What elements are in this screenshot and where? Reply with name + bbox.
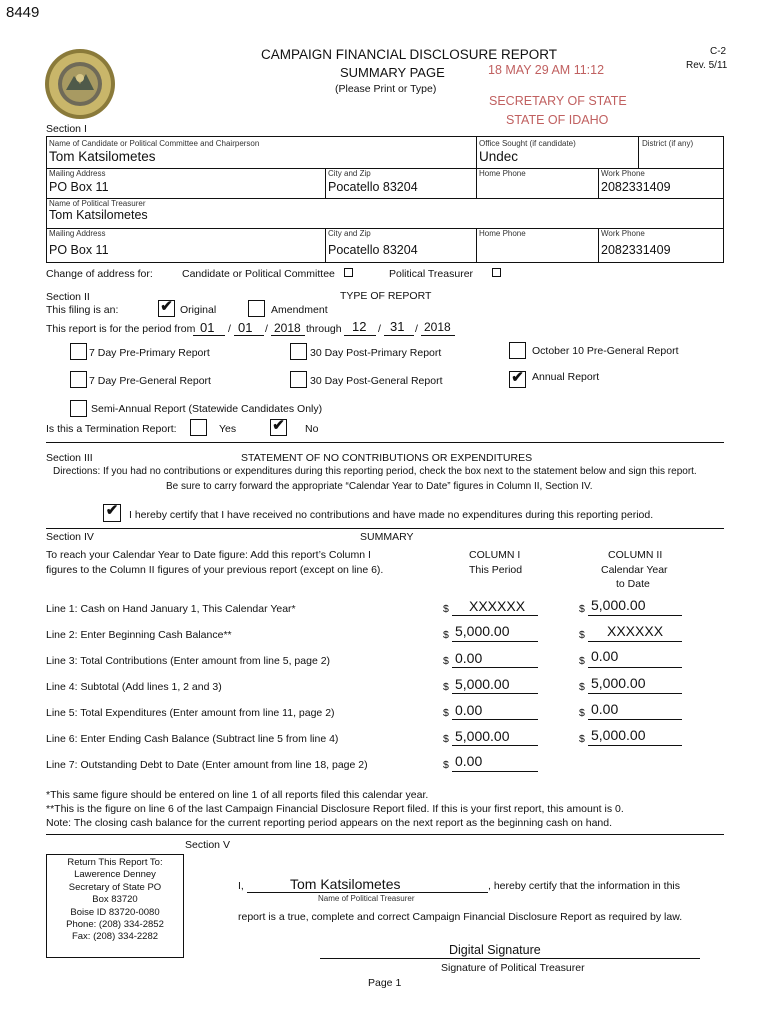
received-stamp-date: 18 MAY 29 AM 11:12 bbox=[488, 63, 605, 77]
line-3-c2-currency: $ bbox=[579, 655, 585, 667]
page-number: Page 1 bbox=[368, 977, 402, 989]
office-field[interactable]: Undec bbox=[479, 149, 519, 164]
change-opt-treasurer-label: Political Treasurer bbox=[389, 268, 474, 280]
column-2-heading: COLUMN II bbox=[608, 549, 663, 561]
mailing2-field[interactable]: PO Box 11 bbox=[49, 243, 109, 257]
work-phone2-label: Work Phone bbox=[601, 229, 645, 238]
no-contributions-statement: I hereby certify that I have received no contributions and have made no expenditures during this reporting period. bbox=[129, 509, 654, 521]
mailing-label: Mailing Address bbox=[49, 169, 106, 178]
city2-field[interactable]: Pocatello 83204 bbox=[328, 243, 418, 257]
from-day-field[interactable]: 01 bbox=[238, 320, 253, 335]
section-3-title: STATEMENT OF NO CONTRIBUTIONS OR EXPENDITURES bbox=[241, 452, 533, 464]
print-note: (Please Print or Type) bbox=[335, 83, 437, 95]
line-5-column-1-field[interactable]: 0.00 bbox=[455, 702, 483, 718]
report-7day-pre-primary-label: 7 Day Pre-Primary Report bbox=[89, 347, 210, 359]
to-year-field[interactable]: 2018 bbox=[424, 320, 451, 334]
termination-yes-checkbox[interactable] bbox=[190, 419, 207, 436]
return-address-box bbox=[46, 854, 184, 958]
received-stamp-office: SECRETARY OF STATE bbox=[489, 94, 627, 108]
home-phone2-label: Home Phone bbox=[479, 229, 526, 238]
change-treasurer-checkbox[interactable] bbox=[492, 268, 501, 277]
section-1-heading: Section I bbox=[46, 123, 87, 135]
city-field[interactable]: Pocatello 83204 bbox=[328, 180, 418, 194]
return-line: Box 83720 bbox=[92, 894, 138, 906]
mailing-field[interactable]: PO Box 11 bbox=[49, 180, 109, 194]
report-30day-post-general-checkbox[interactable] bbox=[290, 371, 307, 388]
line-5-c1-currency: $ bbox=[443, 707, 449, 719]
treasurer-name-field[interactable]: Tom Katsilometes bbox=[290, 876, 401, 892]
section-5-heading: Section V bbox=[185, 839, 230, 851]
termination-label: Is this a Termination Report: bbox=[46, 423, 177, 435]
termination-yes-label: Yes bbox=[219, 423, 237, 435]
line-2-c1-currency: $ bbox=[443, 629, 449, 641]
footnote-1: *This same figure should be entered on line 1 of all reports filed this calendar year. bbox=[46, 789, 429, 801]
line-3-c1-currency: $ bbox=[443, 655, 449, 667]
summary-intro-2: figures to the Column II figures of your previous report (except on line 6). bbox=[46, 564, 384, 576]
mailing2-label: Mailing Address bbox=[49, 229, 106, 238]
report-7day-pre-general-label: 7 Day Pre-General Report bbox=[89, 375, 211, 387]
report-30day-post-primary-checkbox[interactable] bbox=[290, 343, 307, 360]
report-oct10-pre-general-checkbox[interactable] bbox=[509, 342, 526, 359]
signature-caption: Signature of Political Treasurer bbox=[441, 962, 585, 974]
line-6-c2-currency: $ bbox=[579, 733, 585, 745]
line-2-label: Line 2: Enter Beginning Cash Balance** bbox=[46, 629, 232, 641]
return-line: Fax: (208) 334-2282 bbox=[71, 931, 159, 943]
report-annual-checkbox[interactable]: ✔ bbox=[509, 371, 526, 388]
report-semi-annual-label: Semi-Annual Report (Statewide Candidates Only) bbox=[91, 403, 323, 415]
city-label: City and Zip bbox=[328, 169, 371, 178]
work-phone-label: Work Phone bbox=[601, 169, 645, 178]
line-7-c1-currency: $ bbox=[443, 759, 449, 771]
line-7-label: Line 7: Outstanding Debt to Date (Enter amount from line 18, page 2) bbox=[46, 759, 368, 771]
summary-intro-1: To reach your Calendar Year to Date figure: Add this report’s Column I bbox=[46, 549, 371, 561]
change-address-label: Change of address for: bbox=[46, 268, 153, 280]
line-6-c1-currency: $ bbox=[443, 733, 449, 745]
line-6-column-2-field[interactable]: 5,000.00 bbox=[591, 727, 646, 743]
section-4-title: SUMMARY bbox=[360, 531, 414, 543]
report-7day-pre-primary-checkbox[interactable] bbox=[70, 343, 87, 360]
page-id: 8449 bbox=[6, 4, 40, 21]
line-3-label: Line 3: Total Contributions (Enter amount from line 5, page 2) bbox=[46, 655, 331, 667]
line-1-label: Line 1: Cash on Hand January 1, This Calendar Year* bbox=[46, 603, 296, 615]
amendment-label: Amendment bbox=[271, 304, 328, 316]
termination-no-label: No bbox=[305, 423, 319, 435]
certify-i: I, bbox=[238, 880, 244, 892]
line-6-label: Line 6: Enter Ending Cash Balance (Subtract line 5 from line 4) bbox=[46, 733, 339, 745]
line-4-c1-currency: $ bbox=[443, 681, 449, 693]
return-line: Lawerence Denney bbox=[74, 869, 156, 881]
directions-line-1: Directions: If you had no contributions or expenditures during this reporting period, check the box next to the statement below and sign this report. bbox=[53, 466, 697, 477]
line-6-column-1-field[interactable]: 5,000.00 bbox=[455, 728, 510, 744]
report-30day-post-general-label: 30 Day Post-General Report bbox=[310, 375, 443, 387]
report-30day-post-primary-label: 30 Day Post-Primary Report bbox=[310, 347, 442, 359]
change-opt-candidate-label: Candidate or Political Committee bbox=[182, 268, 335, 280]
line-1-column-2-field[interactable]: 5,000.00 bbox=[591, 597, 646, 613]
no-contributions-checkbox[interactable]: ✔ bbox=[103, 504, 121, 522]
candidate-name-field[interactable]: Tom Katsilometes bbox=[49, 149, 156, 164]
section-2-heading: Section II bbox=[46, 291, 90, 303]
return-line: Phone: (208) 334-2852 bbox=[66, 919, 164, 931]
office-label: Office Sought (if candidate) bbox=[479, 139, 576, 148]
from-month-field[interactable]: 01 bbox=[200, 320, 215, 335]
line-2-c2-currency: $ bbox=[579, 629, 585, 641]
form-code: C-2 bbox=[710, 46, 727, 57]
section-3-heading: Section III bbox=[46, 452, 93, 464]
return-line: Secretary of State PO bbox=[68, 881, 162, 893]
line-3-column-2-field[interactable]: 0.00 bbox=[591, 648, 619, 664]
received-stamp-state: STATE OF IDAHO bbox=[506, 113, 609, 127]
original-label: Original bbox=[180, 304, 217, 316]
treasurer-field[interactable]: Tom Katsilometes bbox=[49, 208, 148, 222]
change-candidate-checkbox[interactable] bbox=[344, 268, 353, 277]
line-4-column-2-field[interactable]: 5,000.00 bbox=[591, 675, 646, 691]
footnote-2: **This is the figure on line 6 of the last Campaign Financial Disclosure Report filed. If this is your first report, this amount is 0. bbox=[46, 803, 624, 815]
report-7day-pre-general-checkbox[interactable] bbox=[70, 371, 87, 388]
work-phone-field[interactable]: 2082331409 bbox=[601, 180, 671, 194]
home-phone-label: Home Phone bbox=[479, 169, 526, 178]
certify-tail: , hereby certify that the information in this bbox=[488, 880, 681, 892]
line-5-label: Line 5: Total Expenditures (Enter amount from line 11, page 2) bbox=[46, 707, 335, 719]
from-year-field[interactable]: 2018 bbox=[274, 321, 301, 335]
termination-no-checkbox[interactable]: ✔ bbox=[270, 419, 287, 436]
line-1-c1-currency: $ bbox=[443, 603, 449, 615]
line-2-column-2-field[interactable]: XXXXXX bbox=[607, 623, 664, 639]
treasurer-label: Name of Political Treasurer bbox=[49, 199, 146, 208]
return-line: Return This Report To: bbox=[67, 857, 163, 868]
line-5-c2-currency: $ bbox=[579, 707, 585, 719]
original-checkbox[interactable]: ✔ bbox=[158, 300, 175, 317]
line-7-column-1-field[interactable]: 0.00 bbox=[455, 753, 483, 769]
period-label: This report is for the period from bbox=[46, 323, 196, 335]
to-day-field[interactable]: 31 bbox=[390, 319, 405, 334]
report-title: CAMPAIGN FINANCIAL DISCLOSURE REPORT bbox=[261, 47, 558, 62]
name-label: Name of Candidate or Political Committee and Chairperson bbox=[49, 139, 260, 148]
report-oct10-pre-general-label: October 10 Pre-General Report bbox=[532, 345, 679, 357]
line-3-column-1-field[interactable]: 0.00 bbox=[455, 650, 483, 666]
district-label: District (if any) bbox=[642, 139, 694, 148]
line-4-column-1-field[interactable]: 5,000.00 bbox=[455, 676, 510, 692]
type-of-report-heading: TYPE OF REPORT bbox=[340, 290, 432, 302]
column-1-heading: COLUMN I bbox=[469, 549, 521, 561]
section-4-heading: Section IV bbox=[46, 531, 94, 543]
column-2-subheading-2: to Date bbox=[616, 578, 650, 590]
line-1-c2-currency: $ bbox=[579, 603, 585, 615]
slash-1: / bbox=[228, 323, 231, 335]
column-2-subheading: Calendar Year bbox=[601, 564, 668, 576]
slash-2: / bbox=[265, 323, 268, 335]
slash-4: / bbox=[415, 323, 418, 335]
report-subtitle: SUMMARY PAGE bbox=[340, 65, 445, 80]
form-rev: Rev. 5/11 bbox=[686, 60, 728, 71]
return-line: Boise ID 83720-0080 bbox=[70, 906, 160, 918]
report-semi-annual-checkbox[interactable] bbox=[70, 400, 87, 417]
city2-label: City and Zip bbox=[328, 229, 371, 238]
line-1-column-1-field[interactable]: XXXXXX bbox=[469, 598, 526, 614]
slash-3: / bbox=[378, 323, 381, 335]
directions-line-2: Be sure to carry forward the appropriate “Calendar Year to Date” figures in Column II, Section IV. bbox=[166, 481, 593, 492]
through-label: through bbox=[306, 323, 342, 335]
name-caption: Name of Political Treasurer bbox=[318, 894, 415, 903]
amendment-checkbox[interactable] bbox=[248, 300, 265, 317]
footnote-3: Note: The closing cash balance for the current reporting period appears on the next report as the beginning cash on hand. bbox=[46, 817, 613, 829]
work-phone2-field[interactable]: 2082331409 bbox=[601, 243, 671, 257]
to-month-field[interactable]: 12 bbox=[352, 319, 367, 334]
report-annual-label: Annual Report bbox=[532, 371, 600, 383]
column-1-subheading: This Period bbox=[469, 564, 523, 576]
filing-label: This filing is an: bbox=[46, 304, 119, 316]
state-seal bbox=[44, 48, 116, 120]
digital-signature-field[interactable]: Digital Signature bbox=[449, 943, 541, 957]
line-4-c2-currency: $ bbox=[579, 681, 585, 693]
line-5-column-2-field[interactable]: 0.00 bbox=[591, 701, 619, 717]
line-4-label: Line 4: Subtotal (Add lines 1, 2 and 3) bbox=[46, 681, 222, 693]
line-2-column-1-field[interactable]: 5,000.00 bbox=[455, 623, 510, 639]
certify-line-2: report is a true, complete and correct Campaign Financial Disclosure Report as required by law. bbox=[238, 911, 683, 923]
